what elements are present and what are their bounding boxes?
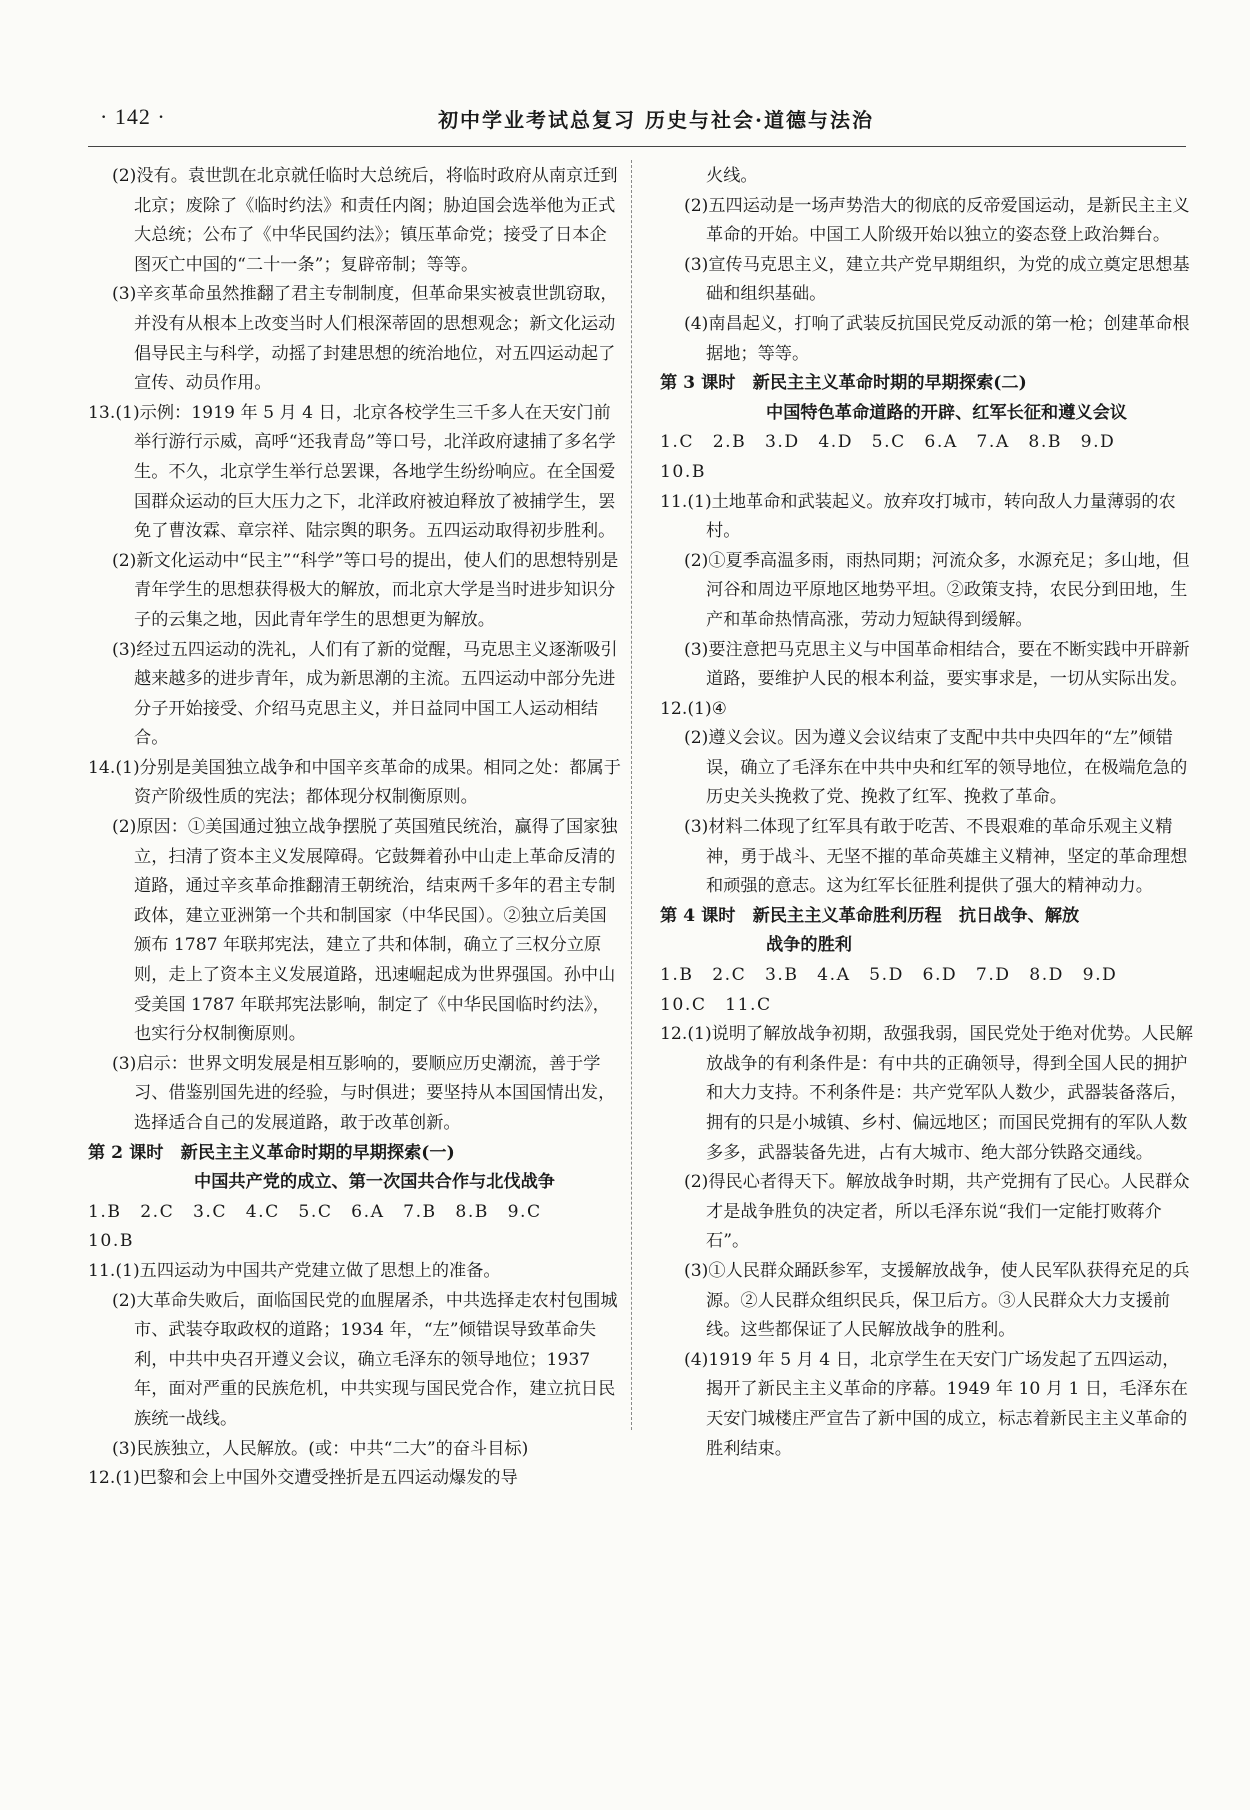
- sub-answer: (3)启示：世界文明发展是相互影响的，要顺应历史潮流，善于学习、借鉴别国先进的经验，与时俱进；要坚持从本国国情出发，选择适合自己的发展道路，敢于改革创新。: [112, 1053, 616, 1133]
- sub-answer: (2)大革命失败后，面临国民党的血腥屠杀，中共选择走农村包围城市、武装夺取政权的道路；1934 年，“左”倾错误导致革命失利，中共中央召开遵义会议，确立毛泽东的领导地位；1937 年，面对严重的民族危机，中共实现与国民党合作，建立抗日民族统一战线。: [112, 1290, 618, 1429]
- sub-answer: (3)材料二体现了红军具有敢于吃苦、不畏艰难的革命乐观主义精神，勇于战斗、无坚不摧的革命英雄主义精神，坚定的革命理想和顽强的意志。这为红军长征胜利提供了强大的精神动力。: [684, 817, 1188, 897]
- sub-answer: (3)宣传马克思主义，建立共产党早期组织，为党的成立奠定思想基础和组织基础。: [684, 254, 1190, 305]
- running-title: 初中学业考试总复习 历史与社会·道德与法治: [438, 108, 874, 132]
- sub-answer: (2)没有。袁世凯在北京就任临时大总统后，将临时政府从南京迁到北京；废除了《临时约法》和责任内阁；胁迫国会选举他为正式大总统；公布了《中华民国约法》；镇压革命党；接受了日本企图灭亡中国的“二十一条”；复辟帝制；等等。: [112, 166, 618, 275]
- sub-answer: (3)要注意把马克思主义与中国革命相结合，要在不断实践中开辟新道路，要维护人民的根本利益，要实事求是，一切从实际出发。: [684, 639, 1190, 690]
- question-item: 11.(1)五四运动为中国共产党建立做了思想上的准备。: [88, 1260, 501, 1281]
- sub-answer: (4)南昌起义，打响了武装反抗国民党反动派的第一枪；创建革命根据地；等等。: [684, 313, 1190, 364]
- sub-answer: (3)辛亥革命虽然推翻了君主专制制度，但革命果实被袁世凯窃取，并没有从根本上改变当时人们根深蒂固的思想观念；新文化运动倡导民主与科学，动摇了封建思想的统治地位，对五四运动起了宣传、动员作用。: [112, 284, 618, 394]
- lesson-heading: 第 4 课时 新民主主义革命胜利历程 抗日战争、解放: [660, 905, 1080, 926]
- sub-answer: (2)原因：①美国通过独立战争摆脱了英国殖民统治，赢得了国家独立，扫清了资本主义发展障碍。它鼓舞着孙中山走上革命反清的道路，通过辛亥革命推翻清王朝统治，结束两千多年的君主专制政体，建立亚洲第一个共和制国家（中华民国）。②独立后美国颁布 1787 年联邦宪法，建立了共和体制，确立了三权分立原则，走上了资本主义发展道路，迅速崛起成为世界强国。孙中山受美国 1787 年联邦宪法影响，制定了《中华民国临时约法》，也实行分权制衡原则。: [112, 817, 618, 1045]
- lesson-heading: 第 3 课时 新民主主义革命时期的早期探索(二): [660, 373, 1027, 394]
- column-divider: [631, 160, 632, 1430]
- answer-key-line: 10.B: [88, 1231, 134, 1252]
- lesson-heading: 第 2 课时 新民主主义革命时期的早期探索(一): [88, 1142, 455, 1163]
- answer-key-line: 10.B: [660, 461, 706, 482]
- left-column: [88, 162, 623, 1494]
- answer-key-line: 1.C 2.B 3.D 4.D 5.C 6.A 7.A 8.B 9.D: [660, 432, 1116, 453]
- page-number: · 142 ·: [100, 104, 166, 129]
- sub-answer: (2)①夏季高温多雨，雨热同期；河流众多，水源充足；多山地，但河谷和周边平原地区地势平坦。②政策支持，农民分到田地，生产和革命热情高涨，劳动力短缺得到缓解。: [684, 550, 1190, 630]
- question-item: 14.(1)分别是美国独立战争和中国辛亥革命的成果。相同之处：都属于资产阶级性质的宪法；都体现分权制衡原则。: [88, 757, 621, 808]
- right-column: [660, 162, 1195, 1464]
- question-item: 12.(1)说明了解放战争初期，敌强我弱，国民党处于绝对优势。人民解放战争的有利条件是：有中共的正确领导，得到全国人民的拥护和大力支持。不利条件是：共产党军队人数少，武器装备落后，拥有的只是小城镇、乡村、偏远地区；而国民党拥有的军队人数多多，武器装备先进，占有大城市、绝大部分铁路交通线。: [660, 1024, 1193, 1163]
- page-header: [88, 100, 1186, 147]
- sub-answer: (4)1919 年 5 月 4 日，北京学生在天安门广场发起了五四运动，揭开了新民主主义革命的序幕。1949 年 10 月 1 日，毛泽东在天安门城楼庄严宣告了新中国的成立，标志着新民主主义革命的胜利结束。: [684, 1349, 1188, 1459]
- lesson-subheading: 中国特色革命道路的开辟、红军长征和遵义会议: [766, 402, 1127, 423]
- answer-key-line: 1.B 2.C 3.B 4.A 5.D 6.D 7.D 8.D 9.D: [660, 965, 1118, 986]
- sub-answer: (2)新文化运动中“民主”“科学”等口号的提出，使人们的思想特别是青年学生的思想获得极大的解放，而北京大学是当时进步知识分子的云集之地，因此青年学生的思想更为解放。: [112, 550, 619, 630]
- continued-text: 火线。: [706, 166, 758, 186]
- sub-answer: (2)五四运动是一场声势浩大的彻底的反帝爱国运动，是新民主主义革命的开始。中国工人阶级开始以独立的姿态登上政治舞台。: [684, 195, 1190, 246]
- question-item: 12.(1)④: [660, 698, 728, 719]
- lesson-subheading: 中国共产党的成立、第一次国共合作与北伐战争: [194, 1172, 555, 1193]
- sub-answer: (3)①人民群众踊跃参军，支援解放战争，使人民军队获得充足的兵源。②人民群众组织民兵，保卫后方。③人民群众大力支援前线。这些都保证了人民解放战争的胜利。: [684, 1260, 1190, 1341]
- answer-key-line: 10.C 11.C: [660, 994, 772, 1015]
- question-item: 12.(1)巴黎和会上中国外交遭受挫折是五四运动爆发的导: [88, 1468, 518, 1489]
- sub-answer: (2)遵义会议。因为遵义会议结束了支配中共中央四年的“左”倾错误，确立了毛泽东在中共中央和红军的领导地位，在极端危急的历史关头挽救了党、挽救了红军、挽救了革命。: [684, 728, 1188, 808]
- sub-answer: (3)经过五四运动的洗礼，人们有了新的觉醒，马克思主义逐渐吸引越来越多的进步青年，成为新思潮的主流。五四运动中部分先进分子开始接受、介绍马克思主义，并日益同中国工人运动相结合。: [112, 639, 618, 749]
- answer-key-line: 1.B 2.C 3.C 4.C 5.C 6.A 7.B 8.B 9.C: [88, 1201, 542, 1222]
- question-item: 13.(1)示例：1919 年 5 月 4 日，北京各校学生三千多人在天安门前举行游行示威，高呼“还我青岛”等口号，北洋政府逮捕了多名学生。不久，北京学生举行总罢课，各地学生纷纷响应。在全国爱国群众运动的巨大压力之下，北洋政府被迫释放了被捕学生，罢免了曹汝霖、章宗祥、陆宗舆的职务。五四运动取得初步胜利。: [88, 402, 616, 542]
- lesson-subheading: 战争的胜利: [766, 935, 852, 956]
- question-item: 11.(1)土地革命和武装起义。放弃攻打城市，转向敌人力量薄弱的农村。: [660, 491, 1176, 542]
- sub-answer: (2)得民心者得天下。解放战争时期，共产党拥有了民心。人民群众才是战争胜负的决定者，所以毛泽东说“我们一定能打败蒋介石”。: [684, 1172, 1190, 1252]
- sub-answer: (3)民族独立，人民解放。(或：中共“二大”的奋斗目标): [112, 1438, 529, 1459]
